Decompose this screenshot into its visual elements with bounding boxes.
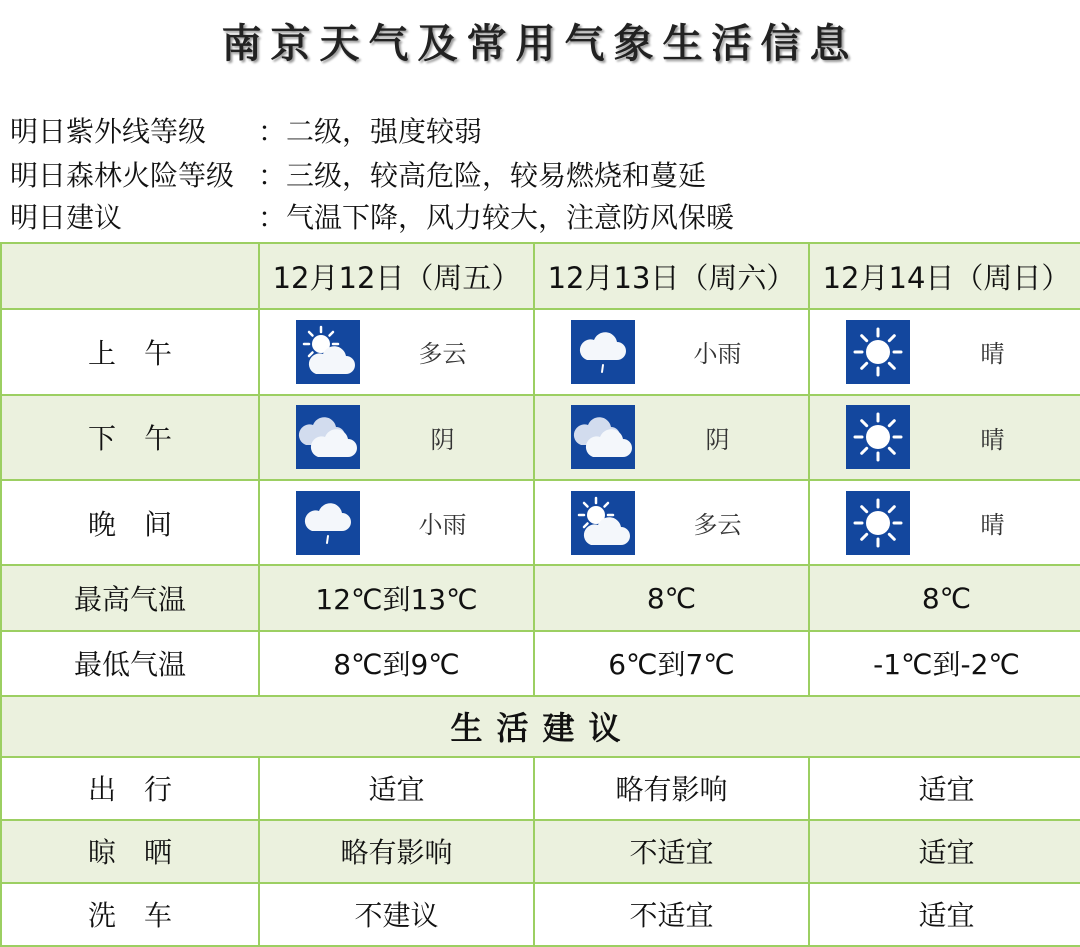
- overcast-icon: [571, 405, 635, 469]
- advice-value: 适宜: [809, 757, 1080, 820]
- advice-section-title: 生活建议: [1, 696, 1080, 757]
- advice-value: 略有影响: [534, 757, 809, 820]
- overcast-icon: [296, 405, 360, 469]
- temp-value: 8℃: [809, 565, 1080, 630]
- car-wash-row: [1, 883, 1080, 946]
- temp-value: 8℃: [534, 565, 809, 630]
- advice-label: 晾 晒: [1, 820, 259, 883]
- uv-level-line: [10, 112, 482, 152]
- period-label: 上 午: [1, 309, 259, 394]
- fire-risk-label: 明日森林火险等级: [10, 159, 235, 192]
- condition-text: 阴: [705, 425, 730, 454]
- light-rain-icon: [571, 320, 635, 384]
- condition-text: 小雨: [693, 340, 742, 369]
- uv-value: 二级，强度较弱: [286, 115, 483, 148]
- condition-text: 晴: [980, 340, 1005, 369]
- partly-cloudy-icon: [571, 491, 635, 555]
- sunny-icon: [846, 405, 910, 469]
- day-header: 12月14日（周日）: [809, 243, 1080, 309]
- suggestion-separator: ：: [258, 201, 287, 234]
- suggestion-line: [10, 198, 734, 238]
- temp-value: -1℃到-2℃: [809, 631, 1080, 696]
- suggestion-label: 明日建议: [10, 201, 123, 234]
- temp-value: 6℃到7℃: [534, 631, 809, 696]
- advice-value: 适宜: [809, 820, 1080, 883]
- min-temp-row: [1, 631, 1080, 696]
- temp-value: 12℃到13℃: [259, 565, 534, 630]
- uv-label: 明日紫外线等级: [10, 115, 207, 148]
- fire-risk-value: 三级，较高危险，较易燃烧和蔓延: [286, 159, 707, 192]
- advice-value: 适宜: [809, 883, 1080, 946]
- forecast-table: [0, 242, 1080, 947]
- day-header: 12月13日（周六）: [534, 243, 809, 309]
- max-temp-row: [1, 565, 1080, 630]
- uv-separator: ：: [258, 115, 287, 148]
- advice-label: 洗 车: [1, 883, 259, 946]
- advice-value: 不建议: [259, 883, 534, 946]
- partly-cloudy-icon: [296, 320, 360, 384]
- advice-label: 出 行: [1, 757, 259, 820]
- evening-row: [1, 480, 1080, 565]
- condition-text: 小雨: [418, 511, 467, 540]
- temp-label: 最低气温: [1, 631, 259, 696]
- afternoon-row: [1, 395, 1080, 480]
- drying-row: [1, 820, 1080, 883]
- period-label: 下 午: [1, 395, 259, 480]
- condition-text: 多云: [418, 340, 467, 369]
- sunny-icon: [846, 320, 910, 384]
- morning-row: [1, 309, 1080, 394]
- advice-value: 不适宜: [534, 883, 809, 946]
- condition-text: 多云: [693, 511, 742, 540]
- temp-value: 8℃到9℃: [259, 631, 534, 696]
- page-title: 南京天气及常用气象生活信息: [221, 20, 859, 67]
- corner-cell: [1, 243, 259, 309]
- advice-value: 不适宜: [534, 820, 809, 883]
- advice-section-row: [1, 696, 1080, 757]
- advice-value: 略有影响: [259, 820, 534, 883]
- condition-text: 阴: [430, 425, 455, 454]
- suggestion-value: 气温下降，风力较大，注意防风保暖: [286, 201, 735, 234]
- period-label: 晚 间: [1, 480, 259, 565]
- advice-value: 适宜: [259, 757, 534, 820]
- travel-row: [1, 757, 1080, 820]
- fire-risk-separator: ：: [258, 159, 287, 192]
- date-header-row: [1, 243, 1080, 309]
- light-rain-icon: [296, 491, 360, 555]
- condition-text: 晴: [980, 511, 1005, 540]
- fire-risk-line: [10, 156, 706, 196]
- temp-label: 最高气温: [1, 565, 259, 630]
- day-header: 12月12日（周五）: [259, 243, 534, 309]
- sunny-icon: [846, 491, 910, 555]
- condition-text: 晴: [980, 425, 1005, 454]
